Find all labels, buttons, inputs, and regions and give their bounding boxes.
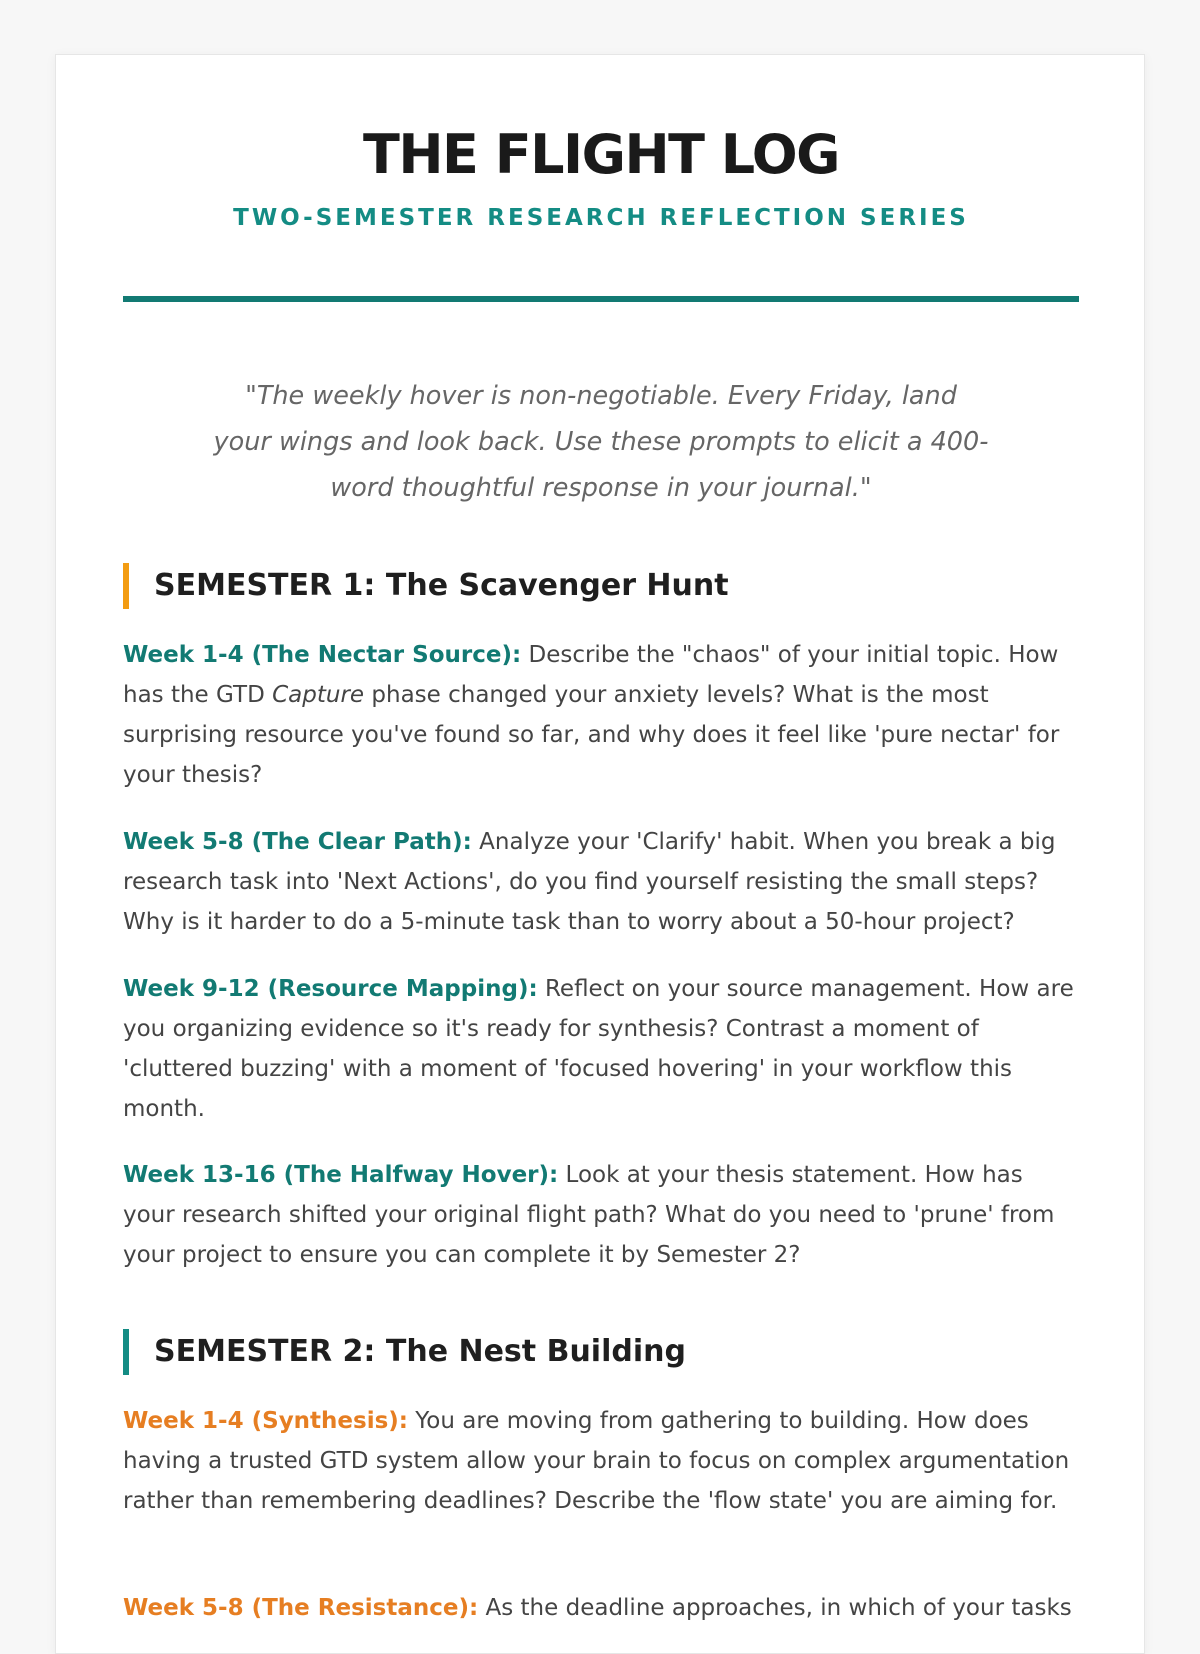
section-heading-text: SEMESTER 2: The Nest Building — [154, 1334, 686, 1369]
prompt-label: Week 5-8 (The Resistance): — [123, 1595, 479, 1621]
prompt-week-5-8 — [123, 822, 1079, 942]
prompt-s2-week-5-8 — [123, 1588, 1079, 1628]
page-subtitle: TWO-SEMESTER RESEARCH REFLECTION SERIES — [233, 205, 969, 231]
prompt-week-9-12 — [123, 969, 1079, 1129]
section-heading-text: SEMESTER 1: The Scavenger Hunt — [154, 568, 729, 603]
prompt-text: Look at your thesis statement. How has your research shifted your original flight path? What do you need to 'prune' from your project to ensure you can complete it by Semester 2? — [123, 1162, 1055, 1268]
section-heading-semester-1 — [123, 563, 1079, 609]
prompt-label: Week 13-16 (The Halfway Hover): — [123, 1162, 559, 1188]
prompt-s2-week-1-4 — [123, 1401, 1079, 1521]
prompt-week-13-16 — [123, 1155, 1079, 1275]
page-title: THE FLIGHT LOG — [363, 123, 839, 186]
header-divider — [123, 296, 1079, 302]
prompt-label: Week 9-12 (Resource Mapping): — [123, 976, 538, 1002]
prompt-text-continued: phase changed your anxiety levels? What is the most surprising resource you've found so far, and why does it feel like 'pure nectar' for your thesis? — [123, 682, 1060, 788]
prompt-label: Week 1-4 (Synthesis): — [123, 1408, 408, 1434]
section-accent-bar — [123, 563, 129, 609]
prompt-label: Week 5-8 (The Clear Path): — [123, 829, 472, 855]
prompt-text: You are moving from gathering to building. How does having a trusted GTD system allow your brain to focus on complex argumentation rather than remembering deadlines? Describe the 'flow state' you are aiming for. — [123, 1408, 1070, 1514]
intro-quote: "The weekly hover is non-negotiable. Every Friday, land your wings and look back. Use these prompts to elicit a 400-word thoughtful response in your journal." — [213, 381, 989, 503]
section-heading-semester-2 — [123, 1329, 1079, 1375]
document-card — [55, 54, 1145, 1654]
prompt-emphasis: Capture — [272, 682, 365, 708]
prompt-text: As the deadline approaches, in which of your tasks — [478, 1595, 1072, 1621]
section-accent-bar — [123, 1329, 129, 1375]
prompt-text: Reflect on your source management. How are you organizing evidence so it's ready for synthesis? Contrast a moment of 'cluttered buzzing' with a moment of 'focused hovering' in your workflow this month. — [123, 976, 1074, 1122]
prompt-label: Week 1-4 (The Nectar Source): — [123, 642, 522, 668]
prompt-text: Analyze your 'Clarify' habit. When you break a big research task into 'Next Actions', do you find yourself resisting the small steps? Why is it harder to do a 5-minute task than to worry about a 50-hour project? — [123, 829, 1056, 935]
prompt-week-1-4 — [123, 635, 1079, 795]
prompt-text: Describe the "chaos" of your initial topic. How has the GTD — [123, 642, 1059, 708]
